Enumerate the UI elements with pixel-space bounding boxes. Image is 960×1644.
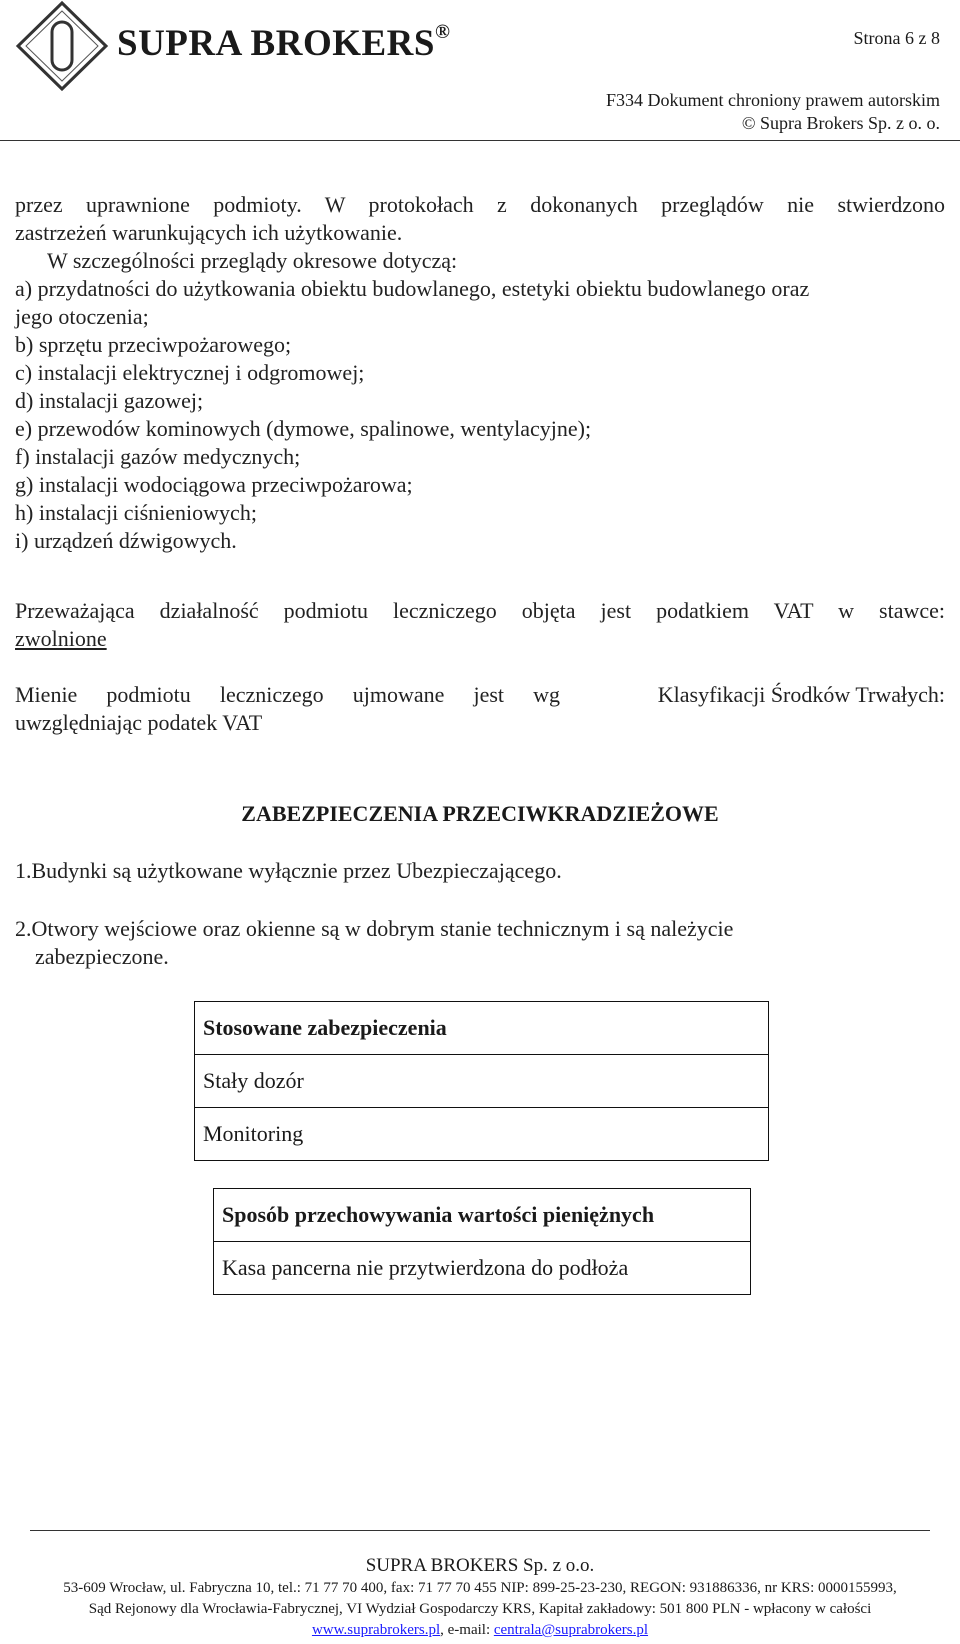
website-link[interactable]: www.suprabrokers.pl (311, 1622, 441, 1638)
footer-divider (30, 1530, 930, 1531)
copyright-line: © Supra Brokers Sp. z o. o. (741, 113, 940, 133)
vat-section (15, 597, 945, 653)
list-item: g) instalacji wodociągowa przeciwpożarowa; (15, 472, 413, 497)
assets-line: uwzględniając podatek VAT (15, 710, 263, 735)
table-header: Stosowane zabezpieczenia (195, 1002, 769, 1055)
intro-line: W szczególności przeglądy okresowe dotyczą: (47, 248, 458, 273)
security-point-2 (15, 915, 945, 971)
list-item: h) instalacji ciśnieniowych; (15, 500, 257, 525)
table-row: Monitoring (195, 1108, 769, 1161)
security-point-line: 2.Otwory wejściowe oraz okienne są w dobrym stanie technicznym i są należycie (15, 916, 734, 941)
intro-line: zastrzeżeń warunkujących ich użytkowanie. (15, 220, 403, 245)
document-notice: F334 Dokument chroniony prawem autorskim (606, 90, 940, 110)
assets-section (15, 681, 945, 737)
security-point-line: zabezpieczone. (35, 944, 169, 969)
security-point-1: 1.Budynki są użytkowane wyłącznie przez Ubezpieczającego. (15, 858, 562, 883)
list-item: jego otoczenia; (15, 304, 149, 329)
vat-line: Przeważająca działalność podmiotu leczniczego objęta jest podatkiem VAT w stawce: (15, 598, 945, 623)
intro-line: przez uprawnione podmioty. W protokołach z dokonanych przeglądów nie stwierdzono (15, 192, 945, 217)
header-divider (0, 140, 960, 141)
list-item: b) sprzętu przeciwpożarowego; (15, 332, 292, 357)
table-row: Kasa pancerna nie przytwierdzona do podłoża (214, 1242, 751, 1295)
email-link[interactable]: centrala@suprabrokers.pl (493, 1622, 649, 1638)
intro-section (15, 191, 945, 555)
security-measures-table (194, 1001, 769, 1161)
footer-court: Sąd Rejonowy dla Wrocławia-Fabrycznej, VI Wydział Gospodarczy KRS, Kapitał zakładowy: 501 800 PLN - wpłacony w całości (88, 1601, 872, 1617)
table-row: Stały dozór (195, 1055, 769, 1108)
footer-address: 53-609 Wrocław, ul. Fabryczna 10, tel.: 71 77 70 400, fax: 71 77 70 455 NIP: 899-25-23-230, REGON: 931886336, nr KRS: 0000155993, (63, 1580, 897, 1596)
list-item: a) przydatności do użytkowania obiektu budowlanego, estetyki obiektu budowlanego oraz (15, 276, 810, 301)
table-header: Sposób przechowywania wartości pieniężnych (214, 1189, 751, 1242)
vat-rate: zwolnione (15, 626, 107, 651)
page-number: Strona 6 z 8 (853, 28, 940, 48)
list-item: i) urządzeń dźwigowych. (15, 528, 237, 553)
assets-line: Klasyfikacji Środków Trwałych: (657, 682, 945, 707)
security-heading: ZABEZPIECZENIA PRZECIWKRADZIEŻOWE (241, 801, 719, 826)
list-item: d) instalacji gazowej; (15, 388, 204, 413)
list-item: e) przewodów kominowych (dymowe, spalinowe, wentylacyjne); (15, 416, 592, 441)
assets-line: Mienie podmiotu leczniczego ujmowane jest wg (15, 682, 560, 707)
list-item: c) instalacji elektrycznej i odgromowej; (15, 360, 365, 385)
footer-company: SUPRA BROKERS Sp. z o.o. (365, 1555, 595, 1576)
cash-storage-table (213, 1188, 751, 1295)
brand-name: SUPRA BROKERS® (117, 20, 451, 64)
email-prefix: , e-mail: (440, 1622, 494, 1638)
supra-brokers-logo (14, 0, 110, 92)
list-item: f) instalacji gazów medycznych; (15, 444, 301, 469)
footer-contact (0, 1622, 960, 1639)
